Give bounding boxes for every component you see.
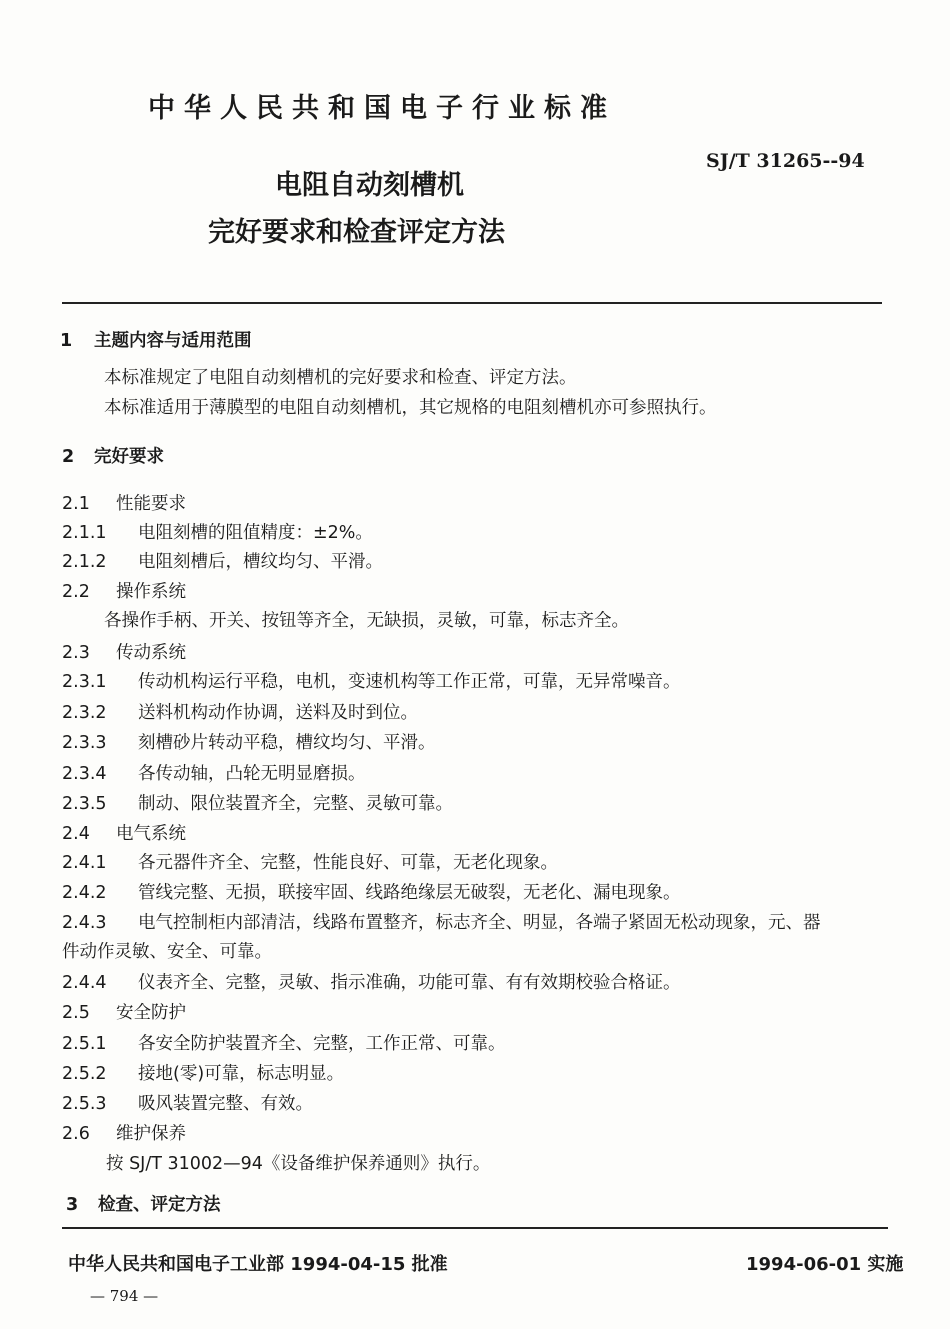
section-number: 2 [62, 447, 75, 467]
section-number: 3 [66, 1195, 79, 1215]
clause-text: 电阻刻槽的阻值精度：±2%。 [138, 523, 373, 543]
title-line-1: 电阻自动刻槽机 [275, 170, 464, 201]
clause-number: 2.4.3 [62, 913, 107, 933]
clause-text: 制动、限位装置齐全，完整、灵敏可靠。 [138, 794, 453, 814]
clause-number: 2.4.2 [62, 883, 107, 903]
clause-text: 各安全防护装置齐全、完整，工作正常、可靠。 [138, 1034, 506, 1054]
clause-number: 2.6 [62, 1124, 90, 1144]
clause-number: 2.3.5 [62, 794, 107, 814]
clause-text: 仪表齐全、完整，灵敏、指示准确，功能可靠、有有效期校验合格证。 [138, 973, 681, 993]
paragraph: 各操作手柄、开关、按钮等齐全，无缺损，灵敏，可靠，标志齐全。 [104, 611, 629, 631]
clause-2-4-1 [62, 849, 558, 874]
clause-text: 电气系统 [116, 824, 186, 844]
clause-text: 电气控制柜内部清洁，线路布置整齐，标志齐全、明显，各端子紧固无松动现象，元、器 [138, 913, 821, 933]
clause-2-3-5 [62, 790, 453, 815]
clause-text: 各元器件齐全、完整，性能良好、可靠，无老化现象。 [138, 853, 558, 873]
clause-2-4-2 [62, 879, 681, 904]
clause-text: 吸风装置完整、有效。 [138, 1094, 313, 1114]
clause-text: 电阻刻槽后，槽纹均匀、平滑。 [138, 552, 383, 572]
clause-text: 送料机构动作协调，送料及时到位。 [138, 703, 418, 723]
top-divider [62, 302, 882, 304]
clause-2-5-1 [62, 1030, 506, 1055]
clause-2-5 [62, 999, 186, 1024]
clause-text: 性能要求 [116, 494, 186, 514]
title-line-2: 完好要求和检查评定方法 [208, 217, 505, 248]
clause-2-5-2 [62, 1060, 344, 1085]
standard-code: SJ/T 31265--94 [706, 150, 865, 172]
section-title: 完好要求 [94, 447, 164, 467]
clause-2-4-3 [62, 909, 821, 934]
section-3-heading [66, 1191, 221, 1216]
clause-2-3-3 [62, 729, 436, 754]
paragraph: 本标准规定了电阻自动刻槽机的完好要求和检查、评定方法。 [104, 368, 577, 388]
clause-number: 2.1 [62, 494, 90, 514]
clause-number: 2.3 [62, 643, 90, 663]
clause-text: 安全防护 [116, 1003, 186, 1023]
section-title: 主题内容与适用范围 [94, 331, 252, 351]
section-title: 检查、评定方法 [98, 1195, 221, 1215]
paragraph: 按 SJ/T 31002—94《设备维护保养通则》执行。 [106, 1154, 491, 1174]
clause-text: 刻槽砂片转动平稳，槽纹均匀、平滑。 [138, 733, 436, 753]
implementation-date: 1994-06-01 实施 [746, 1254, 904, 1275]
clause-2-4 [62, 820, 186, 845]
clause-number: 2.5.3 [62, 1094, 107, 1114]
clause-continuation: 件动作灵敏、安全、可靠。 [62, 942, 272, 962]
clause-number: 2.3.3 [62, 733, 107, 753]
clause-number: 2.5.2 [62, 1064, 107, 1084]
paragraph: 本标准适用于薄膜型的电阻自动刻槽机，其它规格的电阻刻槽机亦可参照执行。 [104, 398, 717, 418]
clause-2-3-2 [62, 699, 418, 724]
bottom-divider [62, 1227, 888, 1229]
clause-number: 2.1.2 [62, 552, 107, 572]
clause-2-5-3 [62, 1090, 313, 1115]
clause-number: 2.5 [62, 1003, 90, 1023]
clause-text: 各传动轴，凸轮无明显磨损。 [138, 764, 366, 784]
clause-text: 传动系统 [116, 643, 186, 663]
clause-number: 2.3.2 [62, 703, 107, 723]
clause-text: 维护保养 [116, 1124, 186, 1144]
issuing-organization: 中华人民共和国电子行业标准 [148, 93, 616, 124]
clause-number: 2.3.1 [62, 672, 107, 692]
clause-number: 2.4 [62, 824, 90, 844]
approval-statement: 中华人民共和国电子工业部 1994-04-15 批准 [68, 1254, 448, 1275]
section-number: 1 [60, 331, 73, 351]
clause-2-3-4 [62, 760, 366, 785]
clause-number: 2.4.1 [62, 853, 107, 873]
clause-number: 2.2 [62, 582, 90, 602]
clause-text: 传动机构运行平稳，电机，变速机构等工作正常，可靠，无异常噪音。 [138, 672, 681, 692]
clause-number: 2.5.1 [62, 1034, 107, 1054]
clause-number: 2.4.4 [62, 973, 107, 993]
clause-number: 2.3.4 [62, 764, 107, 784]
clause-2-1 [62, 490, 186, 515]
clause-2-1-2 [62, 548, 383, 573]
clause-2-2 [62, 578, 186, 603]
clause-text: 管线完整、无损，联接牢固、线路绝缘层无破裂，无老化、漏电现象。 [138, 883, 681, 903]
page-number: — 794 — [90, 1287, 159, 1305]
clause-number: 2.1.1 [62, 523, 107, 543]
clause-2-3 [62, 639, 186, 664]
clause-2-1-1 [62, 519, 373, 544]
clause-text: 操作系统 [116, 582, 186, 602]
clause-2-4-4 [62, 969, 681, 994]
clause-text: 接地(零)可靠，标志明显。 [138, 1064, 345, 1084]
clause-2-6 [62, 1120, 186, 1145]
clause-2-3-1 [62, 668, 681, 693]
section-2-heading [62, 443, 164, 468]
section-1-heading [60, 327, 252, 352]
